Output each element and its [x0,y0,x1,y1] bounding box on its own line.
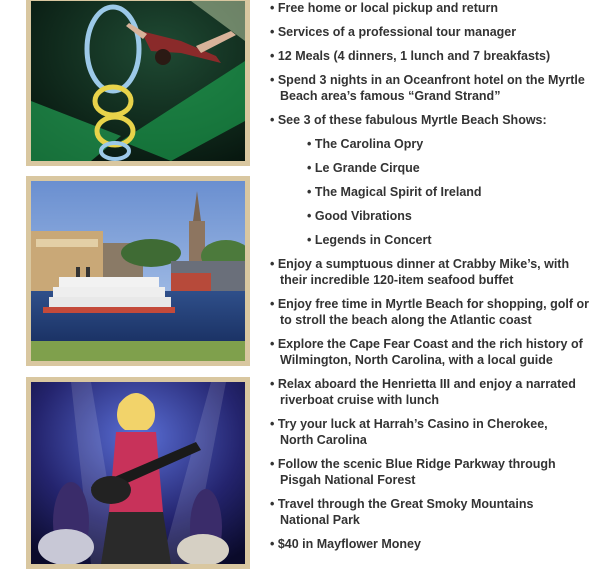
itinerary-item [270,256,598,288]
itinerary-item-text: their incredible 120-item seafood buffet [280,273,514,287]
itinerary-item [270,112,598,248]
show-item: • Legends in Concert [307,233,432,247]
itinerary-item [270,48,598,64]
itinerary-item-text: • Spend 3 nights in an Oceanfront hotel on the Myrtle [270,73,585,87]
show-item: • Le Grande Cirque [307,161,420,175]
itinerary-item-text: • Travel through the Great Smoky Mountains [270,497,534,511]
itinerary-item-text: Beach area’s famous “Grand Strand” [280,89,501,103]
itinerary-item-text: • See 3 of these fabulous Myrtle Beach Shows: [270,113,547,127]
itinerary-item-text: • Enjoy free time in Myrtle Beach for shopping, golf or [270,297,589,311]
itinerary-item [270,24,598,40]
itinerary-item-text: • Try your luck at Harrah’s Casino in Cherokee, [270,417,548,431]
itinerary-item-text: • Follow the scenic Blue Ridge Parkway through [270,457,556,471]
show-list [270,136,598,248]
itinerary-item-text: • Free home or local pickup and return [270,1,499,15]
itinerary-item-text: Wilmington, North Carolina, with a local guide [280,353,553,367]
show-item: • The Magical Spirit of Ireland [307,185,482,199]
concert-image [31,382,245,564]
itinerary-item [270,296,598,328]
tour-itinerary-list [270,0,598,560]
itinerary-item [270,0,598,16]
show-item: • Good Vibrations [307,209,412,223]
itinerary-item-text: Pisgah National Forest [280,473,416,487]
itinerary-item [270,456,598,488]
itinerary-item-text: • Explore the Cape Fear Coast and the rich history of [270,337,583,351]
itinerary-item-text: • Enjoy a sumptuous dinner at Crabby Mike’s, with [270,257,570,271]
itinerary-item-text: • 12 Meals (4 dinners, 1 lunch and 7 breakfasts) [270,49,551,63]
itinerary-item [270,336,598,368]
itinerary-item-text: • $40 in Mayflower Money [270,537,421,551]
itinerary-item-text: to stroll the beach along the Atlantic coast [280,313,532,327]
itinerary-item-text: North Carolina [280,433,367,447]
itinerary-item-text: National Park [280,513,360,527]
riverboat-wilmington-photo [26,176,250,366]
itinerary-item [270,536,598,552]
itinerary-item-text: • Relax aboard the Henrietta III and enjoy a narrated [270,377,576,391]
itinerary-item-text: • Services of a professional tour manager [270,25,517,39]
show-item: • The Carolina Opry [307,137,424,151]
concert-singer-photo [26,377,250,569]
cirque-acrobat-image [31,1,245,161]
itinerary-item [270,496,598,528]
itinerary-item [270,416,598,448]
itinerary-item [270,72,598,104]
itinerary-item [270,376,598,408]
itinerary-item-text: riverboat cruise with lunch [280,393,440,407]
riverboat-image [31,181,245,361]
cirque-acrobat-photo [26,0,250,166]
